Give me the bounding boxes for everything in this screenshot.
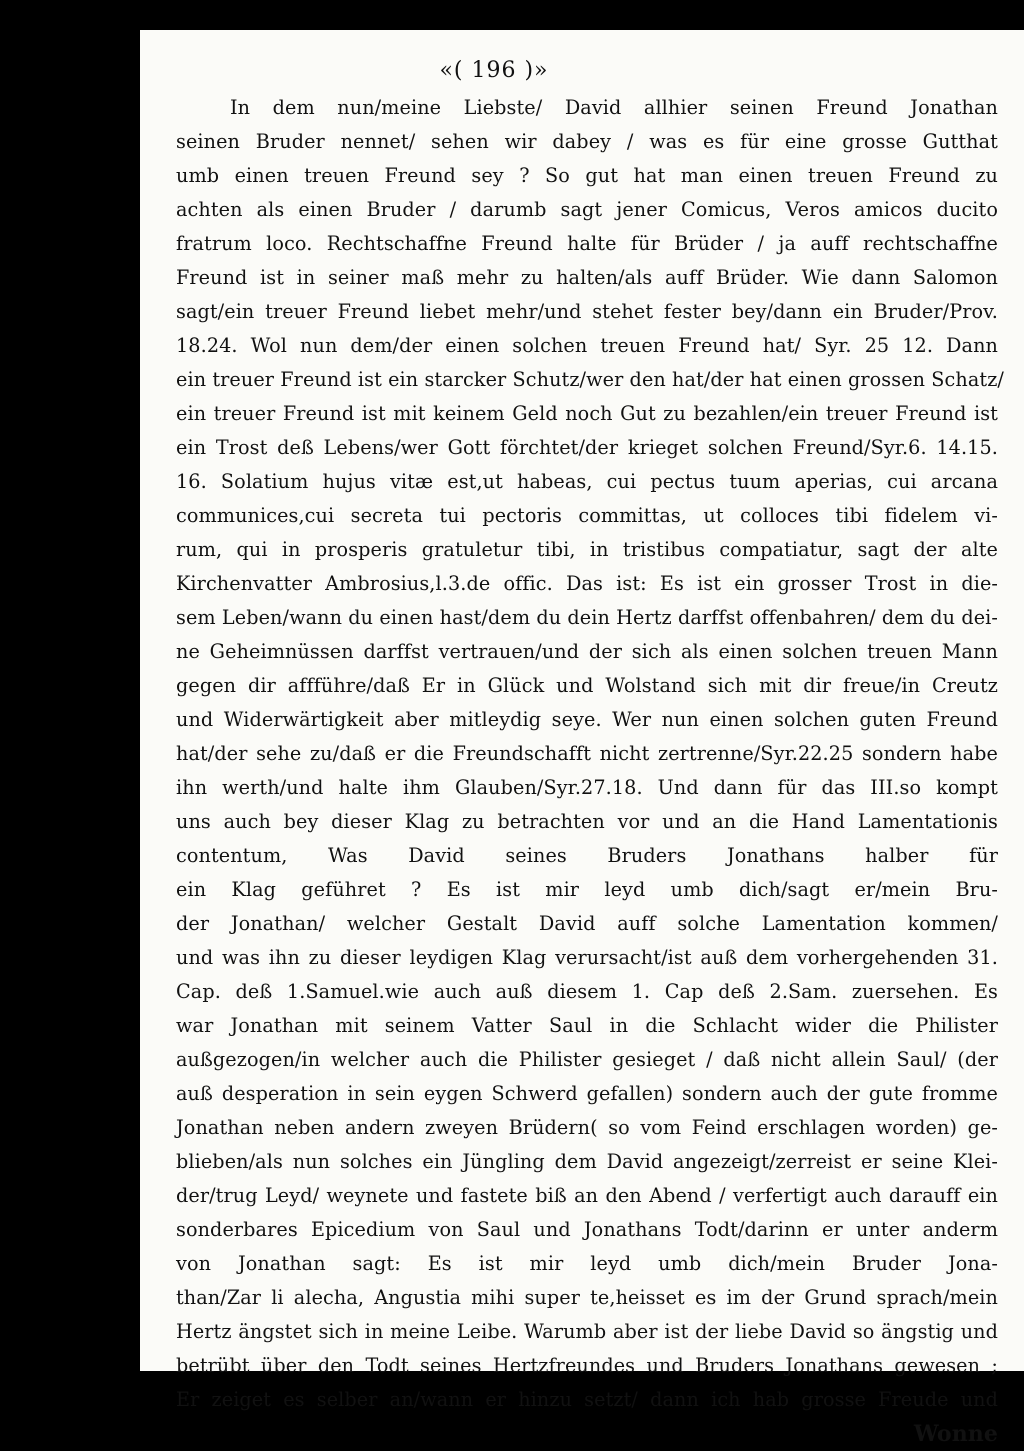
- text-line: ein Klag geführet ? Es ist mir leyd umb dich/sagt er/mein Bru-: [176, 878, 998, 901]
- text-line: der Jonathan/ welcher Gestalt David auff solche Lamentation kommen/: [176, 912, 998, 935]
- text-line: 18.24. Wol nun dem/der einen solchen treuen Freund hat/ Syr. 25 12. Dann: [176, 334, 998, 357]
- text-line: 16. Solatium hujus vitæ est,ut habeas, cui pectus tuum aperias, cui arcana: [176, 470, 998, 493]
- text-line: sem Leben/wann du einen hast/dem du dein Hertz darffst offenbahren/ dem du dei-: [176, 606, 998, 629]
- text-line: fratrum loco. Rechtschaffne Freund halte für Brüder / ja auff rechtschaffne: [176, 232, 998, 255]
- text-line: blieben/als nun solches ein Jüngling dem David angezeigt/zerreist er seine Klei-: [176, 1150, 998, 1173]
- text-line: gegen dir affführe/daß Er in Glück und Wolstand sich mit dir freue/in Creutz: [176, 674, 998, 697]
- text-line: war Jonathan mit seinem Vatter Saul in die Schlacht wider die Philister: [176, 1014, 998, 1037]
- text-line: sonderbares Epicedium von Saul und Jonathans Todt/darinn er unter anderm: [176, 1218, 998, 1241]
- text-line: ihn werth/und halte ihm Glauben/Syr.27.18. Und dann für das III.so kompt: [176, 776, 998, 799]
- text-line: ein treuer Freund ist ein starcker Schutz/wer den hat/der hat einen grossen Schatz/: [176, 368, 1004, 391]
- text-line: hat/der sehe zu/daß er die Freundschafft nicht zertrenne/Syr.22.25 sondern habe: [176, 742, 998, 765]
- text-line: than/Zar li alecha, Angustia mihi super te,heisset es im der Grund sprach/mein: [176, 1286, 998, 1309]
- text-line: uns auch bey dieser Klag zu betrachten vor und an die Hand Lamentationis: [176, 810, 998, 833]
- book-page: [140, 30, 1024, 1447]
- text-line: Hertz ängstet sich in meine Leibe. Warumb aber ist der liebe David so ängstig und: [176, 1320, 998, 1343]
- text-line: ne Geheimnüssen darffst vertrauen/und der sich als einen solchen treuen Mann: [176, 640, 998, 663]
- text-line: und Widerwärtigkeit aber mitleydig seye. Wer nun einen solchen guten Freund: [176, 708, 998, 731]
- text-line: betrübt über den Todt seines Hertzfreundes und Bruders Jonathans gewesen ;: [176, 1354, 998, 1377]
- text-line: Er zeiget es selber an/wann er hinzu setzt/ dann ich hab grosse Freude und: [176, 1388, 998, 1411]
- catchword: Wonne: [913, 1421, 998, 1447]
- text-line: Freund ist in seiner maß mehr zu halten/als auff Brüder. Wie dann Salomon: [176, 266, 998, 289]
- text-line: Jonathan neben andern zweyen Brüdern( so vom Feind erschlagen worden) ge-: [176, 1116, 998, 1139]
- text-line: In dem nun/meine Liebste/ David allhier seinen Freund Jonathan: [230, 96, 998, 119]
- text-line: contentum, Was David seines Bruders Jonathans halber für: [176, 844, 998, 867]
- text-line: und was ihn zu dieser leydigen Klag verursacht/ist auß dem vorhergehenden 31.: [176, 946, 998, 969]
- text-line: von Jonathan sagt: Es ist mir leyd umb dich/mein Bruder Jona-: [176, 1252, 998, 1275]
- text-line: rum, qui in prosperis gratuletur tibi, in tristibus compatiatur, sagt der alte: [176, 538, 998, 561]
- text-line: ein treuer Freund ist mit keinem Geld noch Gut zu bezahlen/ein treuer Freund ist: [176, 402, 998, 425]
- text-line: seinen Bruder nennet/ sehen wir dabey / was es für eine grosse Gutthat: [176, 130, 998, 153]
- page-number: «( 196 )»: [439, 58, 549, 83]
- text-line: Kirchenvatter Ambrosius,l.3.de offic. Das ist: Es ist ein grosser Trost in die-: [176, 572, 998, 595]
- text-line: ein Trost deß Lebens/wer Gott förchtet/der krieget solchen Freund/Syr.6. 14.15.: [176, 436, 998, 459]
- text-line: auß desperation in sein eygen Schwerd gefallen) sondern auch der gute fromme: [176, 1082, 998, 1105]
- text-line: sagt/ein treuer Freund liebet mehr/und stehet fester bey/dann ein Bruder/Prov.: [176, 300, 998, 323]
- text-line: Cap. deß 1.Samuel.wie auch auß diesem 1. Cap deß 2.Sam. zuersehen. Es: [176, 980, 998, 1003]
- body-text: [176, 91, 1004, 1451]
- text-line: der/trug Leyd/ weynete und fastete biß an den Abend / verfertigt auch darauff ein: [176, 1184, 998, 1207]
- text-line: außgezogen/in welcher auch die Philister gesieget / daß nicht allein Saul/ (der: [176, 1048, 998, 1071]
- text-line: communices,cui secreta tui pectoris committas, ut colloces tibi fidelem vi-: [176, 504, 998, 527]
- text-line: achten als einen Bruder / darumb sagt jener Comicus, Veros amicos ducito: [176, 198, 998, 221]
- text-line: umb einen treuen Freund sey ? So gut hat man einen treuen Freund zu: [176, 164, 998, 187]
